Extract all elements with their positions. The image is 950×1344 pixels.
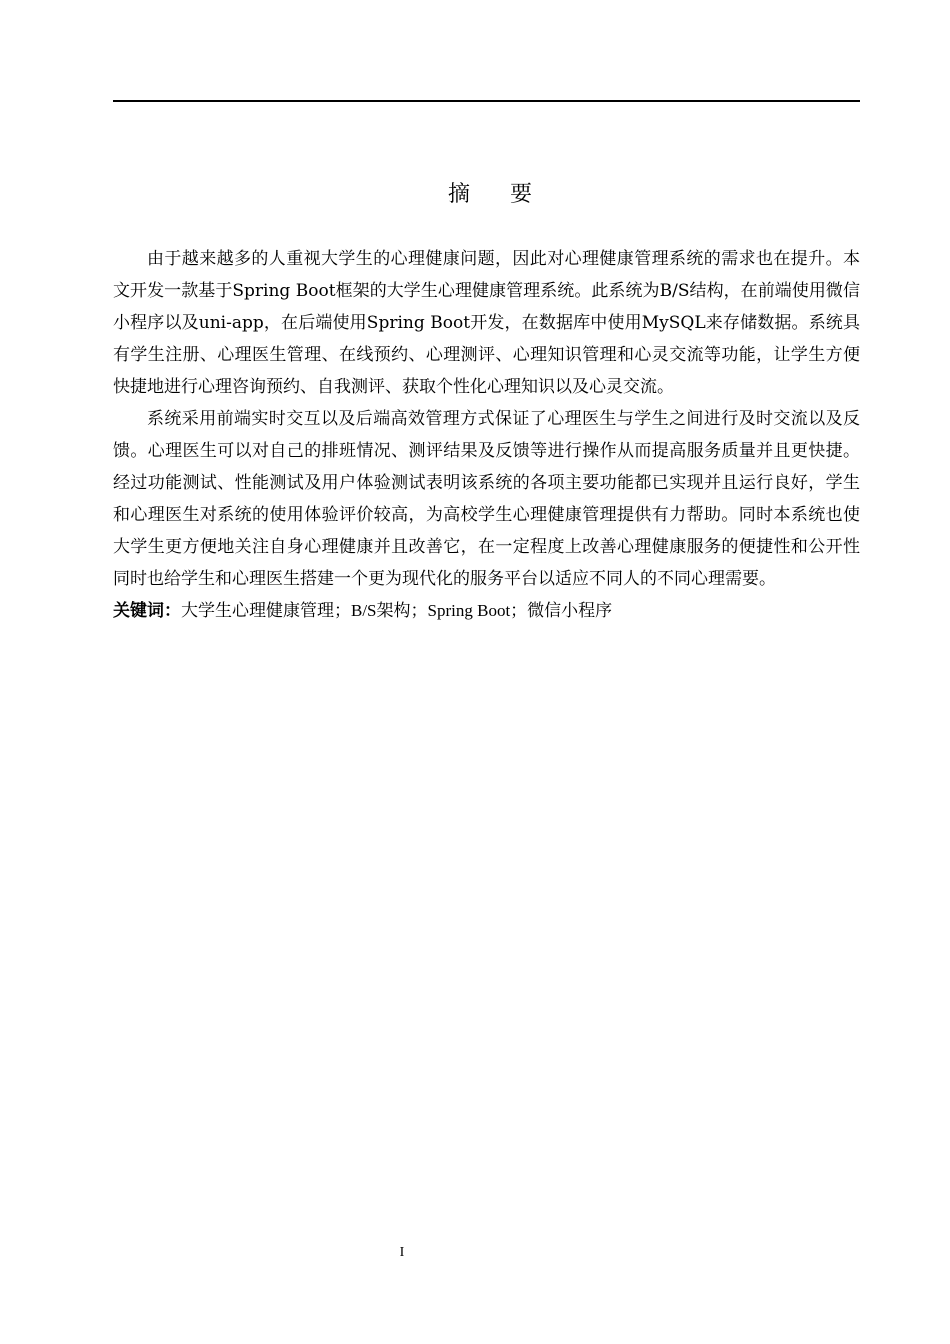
abstract-paragraph-2: 系统采用前端实时交互以及后端高效管理方式保证了心理医生与学生之间进行及时交流以及反馈。心理医生可以对自己的排班情况、测评结果及反馈等进行操作从而提高服务质量并且更快捷。经过功能测试、性能测试及用户体验测试表明该系统的各项主要功能都已实现并且运行良好，学生和心理医生对系统的使用体验评价较高，为高校学生心理健康管理提供有力帮助。同时本系统也使大学生更方便地关注自身心理健康并且改善它，在一定程度上改善心理健康服务的便捷性和公开性同时也给学生和心理医生搭建一个更为现代化的服务平台以适应不同人的不同心理需要。: [113, 409, 860, 589]
page-number: I: [399, 1245, 405, 1260]
page-title: 摘要: [447, 182, 572, 207]
abstract-paragraph-1: 由于越来越多的人重视大学生的心理健康问题，因此对心理健康管理系统的需求也在提升。本文开发一款基于Spring Boot框架的大学生心理健康管理系统。此系统为B/S结构，在前端使用微信小程序以及uni-app，在后端使用Spring Boot开发，在数据库中使用MySQL来存储数据。系统具有学生注册、心理医生管理、在线预约、心理测评、心理知识管理和心灵交流等功能，让学生方便快捷地进行心理咨询预约、自我测评、获取个性化心理知识以及心灵交流。: [113, 249, 860, 397]
header-rule: [113, 100, 860, 102]
abstract-body: [113, 243, 860, 627]
keywords-line: [113, 595, 860, 627]
keywords-value: 大学生心理健康管理；B/S架构；Spring Boot；微信小程序: [181, 601, 613, 620]
keywords-label: 关键词：: [113, 601, 181, 621]
